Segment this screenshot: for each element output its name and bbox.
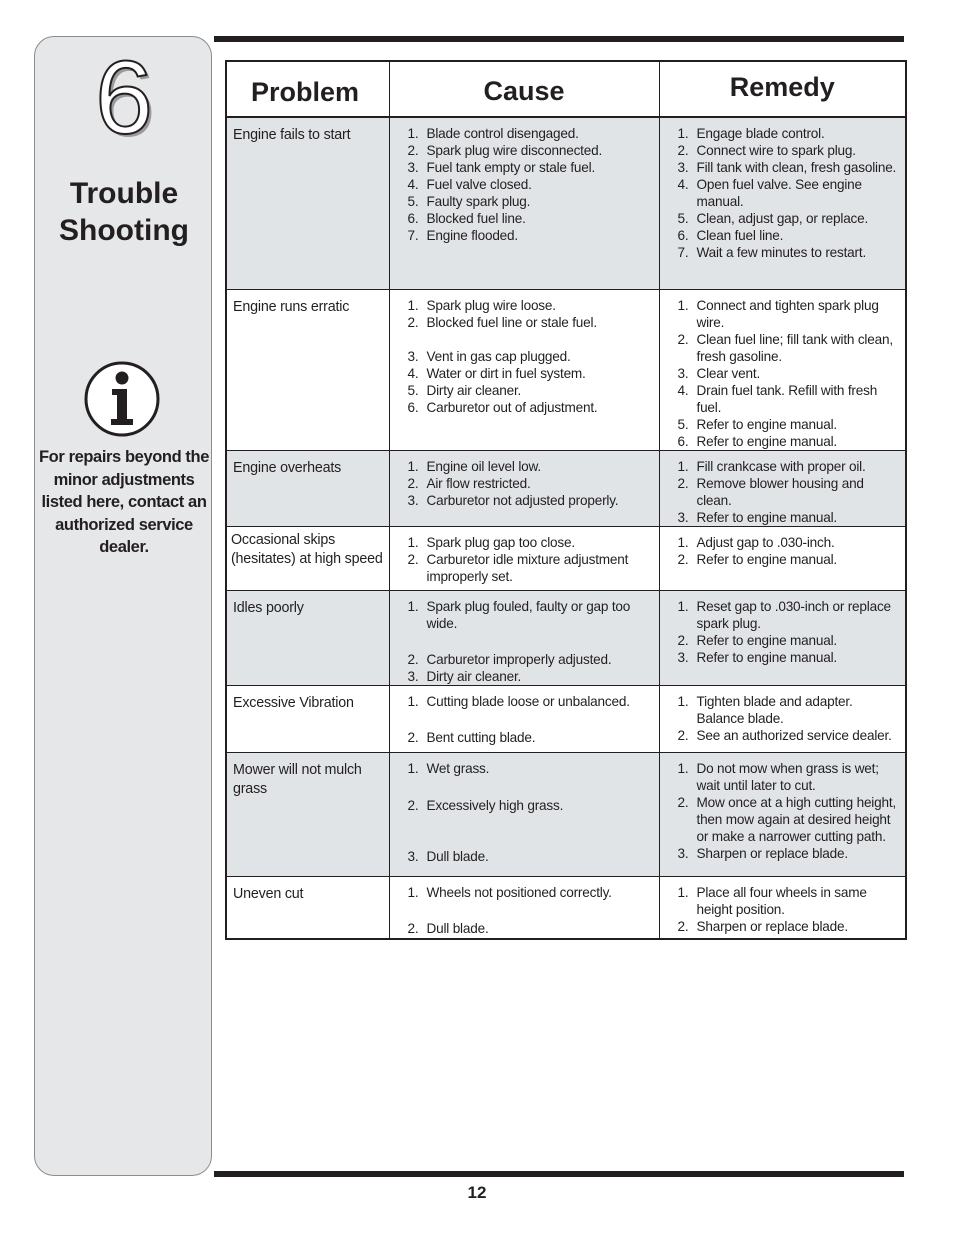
cause-item: 2. Air flow restricted. (407, 475, 531, 491)
remedy-item: 2. Mow once at a high cutting height, then mow again at desired height or make a narrower cutting path. (677, 794, 897, 844)
remedy-item: 1. Adjust gap to .030-inch. (677, 534, 835, 550)
cause-item: 1. Spark plug fouled, faulty or gap too wide. (407, 598, 631, 631)
remedy-item: 3. Clear vent. (677, 365, 761, 381)
remedy-item: 1. Do not mow when grass is wet; wait until later to cut. (677, 760, 879, 793)
cause-item: 5. Faulty spark plug. (407, 194, 531, 209)
remedy-item: 2. Remove blower housing and clean. (677, 475, 864, 508)
cause-cell (389, 590, 659, 685)
remedy-header: Remedy (659, 61, 906, 117)
table-row (226, 685, 906, 752)
cause-item: 1. Wheels not positioned correctly. (407, 884, 612, 900)
bottom-rule (214, 1171, 904, 1177)
cause-item: 2. Blocked fuel line or stale fuel. (407, 314, 597, 330)
section-title (35, 175, 213, 249)
table-row (226, 752, 906, 876)
cause-cell (389, 752, 659, 876)
problem-cell: Engine overheats (226, 450, 389, 526)
problem-cell: Excessive Vibration (226, 685, 389, 752)
cause-item: 5. Dirty air cleaner. (407, 382, 522, 398)
remedy-cell (659, 117, 906, 289)
cause-cell (389, 289, 659, 450)
troubleshooting-table (225, 60, 907, 940)
cause-item: 7. Engine flooded. (407, 228, 518, 243)
cause-item: 1. Spark plug gap too close. (407, 534, 575, 550)
remedy-item: 4. Open fuel valve. See engine manual. (677, 177, 862, 209)
cause-item: 3. Vent in gas cap plugged. (407, 348, 571, 364)
cause-item: 2. Excessively high grass. (407, 797, 564, 813)
cause-item: 1. Cutting blade loose or unbalanced. (407, 693, 630, 709)
problem-cell: Idles poorly (226, 590, 389, 685)
cause-item: 3. Fuel tank empty or stale fuel. (407, 160, 596, 175)
table-header-row (226, 61, 906, 117)
remedy-item: 7. Wait a few minutes to restart. (677, 245, 867, 260)
table-row (226, 117, 906, 289)
top-rule (214, 36, 904, 42)
remedy-item: 1. Place all four wheels in same height position. (677, 884, 867, 917)
cause-item: 6. Carburetor out of adjustment. (407, 399, 598, 415)
table-row (226, 289, 906, 450)
problem-cell: Mower will not mulch grass (226, 752, 389, 876)
remedy-item: 1. Engage blade control. (677, 126, 825, 141)
service-note: For repairs beyond the minor adjustments listed here, contact an authorized service dealer. (39, 448, 209, 556)
cause-item: 3. Dull blade. (407, 848, 489, 864)
cause-item: 2. Bent cutting blade. (407, 729, 536, 745)
remedy-item: 3. Refer to engine manual. (677, 509, 837, 525)
chapter-number: 6 (95, 40, 153, 156)
remedy-item: 2. Connect wire to spark plug. (677, 143, 856, 158)
remedy-item: 2. Refer to engine manual. (677, 551, 837, 567)
table-row (226, 526, 906, 590)
cause-cell (389, 685, 659, 752)
cause-item: 3. Dirty air cleaner. (407, 668, 522, 684)
cause-item: 1. Wet grass. (407, 760, 490, 776)
remedy-item: 6. Clean fuel line. (677, 228, 784, 243)
page-number: 12 (467, 1183, 487, 1202)
cause-item: 3. Carburetor not adjusted properly. (407, 492, 619, 508)
sidebar-panel (34, 36, 212, 1176)
remedy-item: 3. Sharpen or replace blade. (677, 845, 848, 861)
cause-item: 2. Spark plug wire disconnected. (407, 143, 603, 158)
problem-header: Problem (226, 61, 389, 117)
remedy-item: 1. Reset gap to .030-inch or replace spark plug. (677, 598, 891, 631)
cause-header: Cause (389, 61, 659, 117)
problem-cell: Engine fails to start (226, 117, 389, 289)
problem-cell: Engine runs erratic (226, 289, 389, 450)
remedy-cell (659, 590, 906, 685)
cause-item: 4. Fuel valve closed. (407, 177, 532, 192)
info-icon (84, 361, 160, 437)
remedy-item: 2. See an authorized service dealer. (677, 727, 892, 743)
remedy-item: 4. Drain fuel tank. Refill with fresh fuel. (677, 382, 878, 415)
remedy-item: 3. Fill tank with clean, fresh gasoline. (677, 160, 897, 175)
cause-cell (389, 117, 659, 289)
remedy-item: 1. Tighten blade and adapter. Balance blade. (677, 693, 853, 726)
problem-cell: Occasional skips (hesitates) at high speed (226, 526, 389, 590)
remedy-cell (659, 876, 906, 939)
cause-item: 2. Carburetor improperly adjusted. (407, 651, 612, 667)
section-title-line1: Trouble (69, 177, 179, 210)
table-row (226, 876, 906, 939)
remedy-item: 3. Refer to engine manual. (677, 649, 837, 665)
section-title-line2: Shooting (59, 214, 189, 247)
remedy-item: 1. Connect and tighten spark plug wire. (677, 297, 879, 330)
cause-item: 1. Spark plug wire loose. (407, 297, 556, 313)
remedy-cell (659, 685, 906, 752)
remedy-item: 2. Clean fuel line; fill tank with clean, fresh gasoline. (677, 331, 893, 364)
remedy-item: 2. Refer to engine manual. (677, 632, 837, 648)
cause-item: 1. Blade control disengaged. (407, 126, 579, 141)
cause-item: 2. Carburetor idle mixture adjustment improperly set. (407, 551, 629, 584)
problem-cell: Uneven cut (226, 876, 389, 939)
cause-cell (389, 526, 659, 590)
remedy-item: 2. Sharpen or replace blade. (677, 918, 848, 934)
remedy-cell (659, 752, 906, 876)
cause-cell (389, 450, 659, 526)
remedy-item: 5. Refer to engine manual. (677, 416, 837, 432)
remedy-cell (659, 289, 906, 450)
remedy-item: 6. Refer to engine manual. (677, 433, 837, 449)
cause-item: 4. Water or dirt in fuel system. (407, 365, 586, 381)
cause-item: 2. Dull blade. (407, 920, 489, 936)
remedy-item: 5. Clean, adjust gap, or replace. (677, 211, 869, 226)
cause-cell (389, 876, 659, 939)
remedy-item: 1. Fill crankcase with proper oil. (677, 458, 866, 474)
remedy-cell (659, 526, 906, 590)
table-row (226, 450, 906, 526)
cause-item: 6. Blocked fuel line. (407, 211, 526, 226)
remedy-cell (659, 450, 906, 526)
table-row (226, 590, 906, 685)
cause-item: 1. Engine oil level low. (407, 458, 541, 474)
